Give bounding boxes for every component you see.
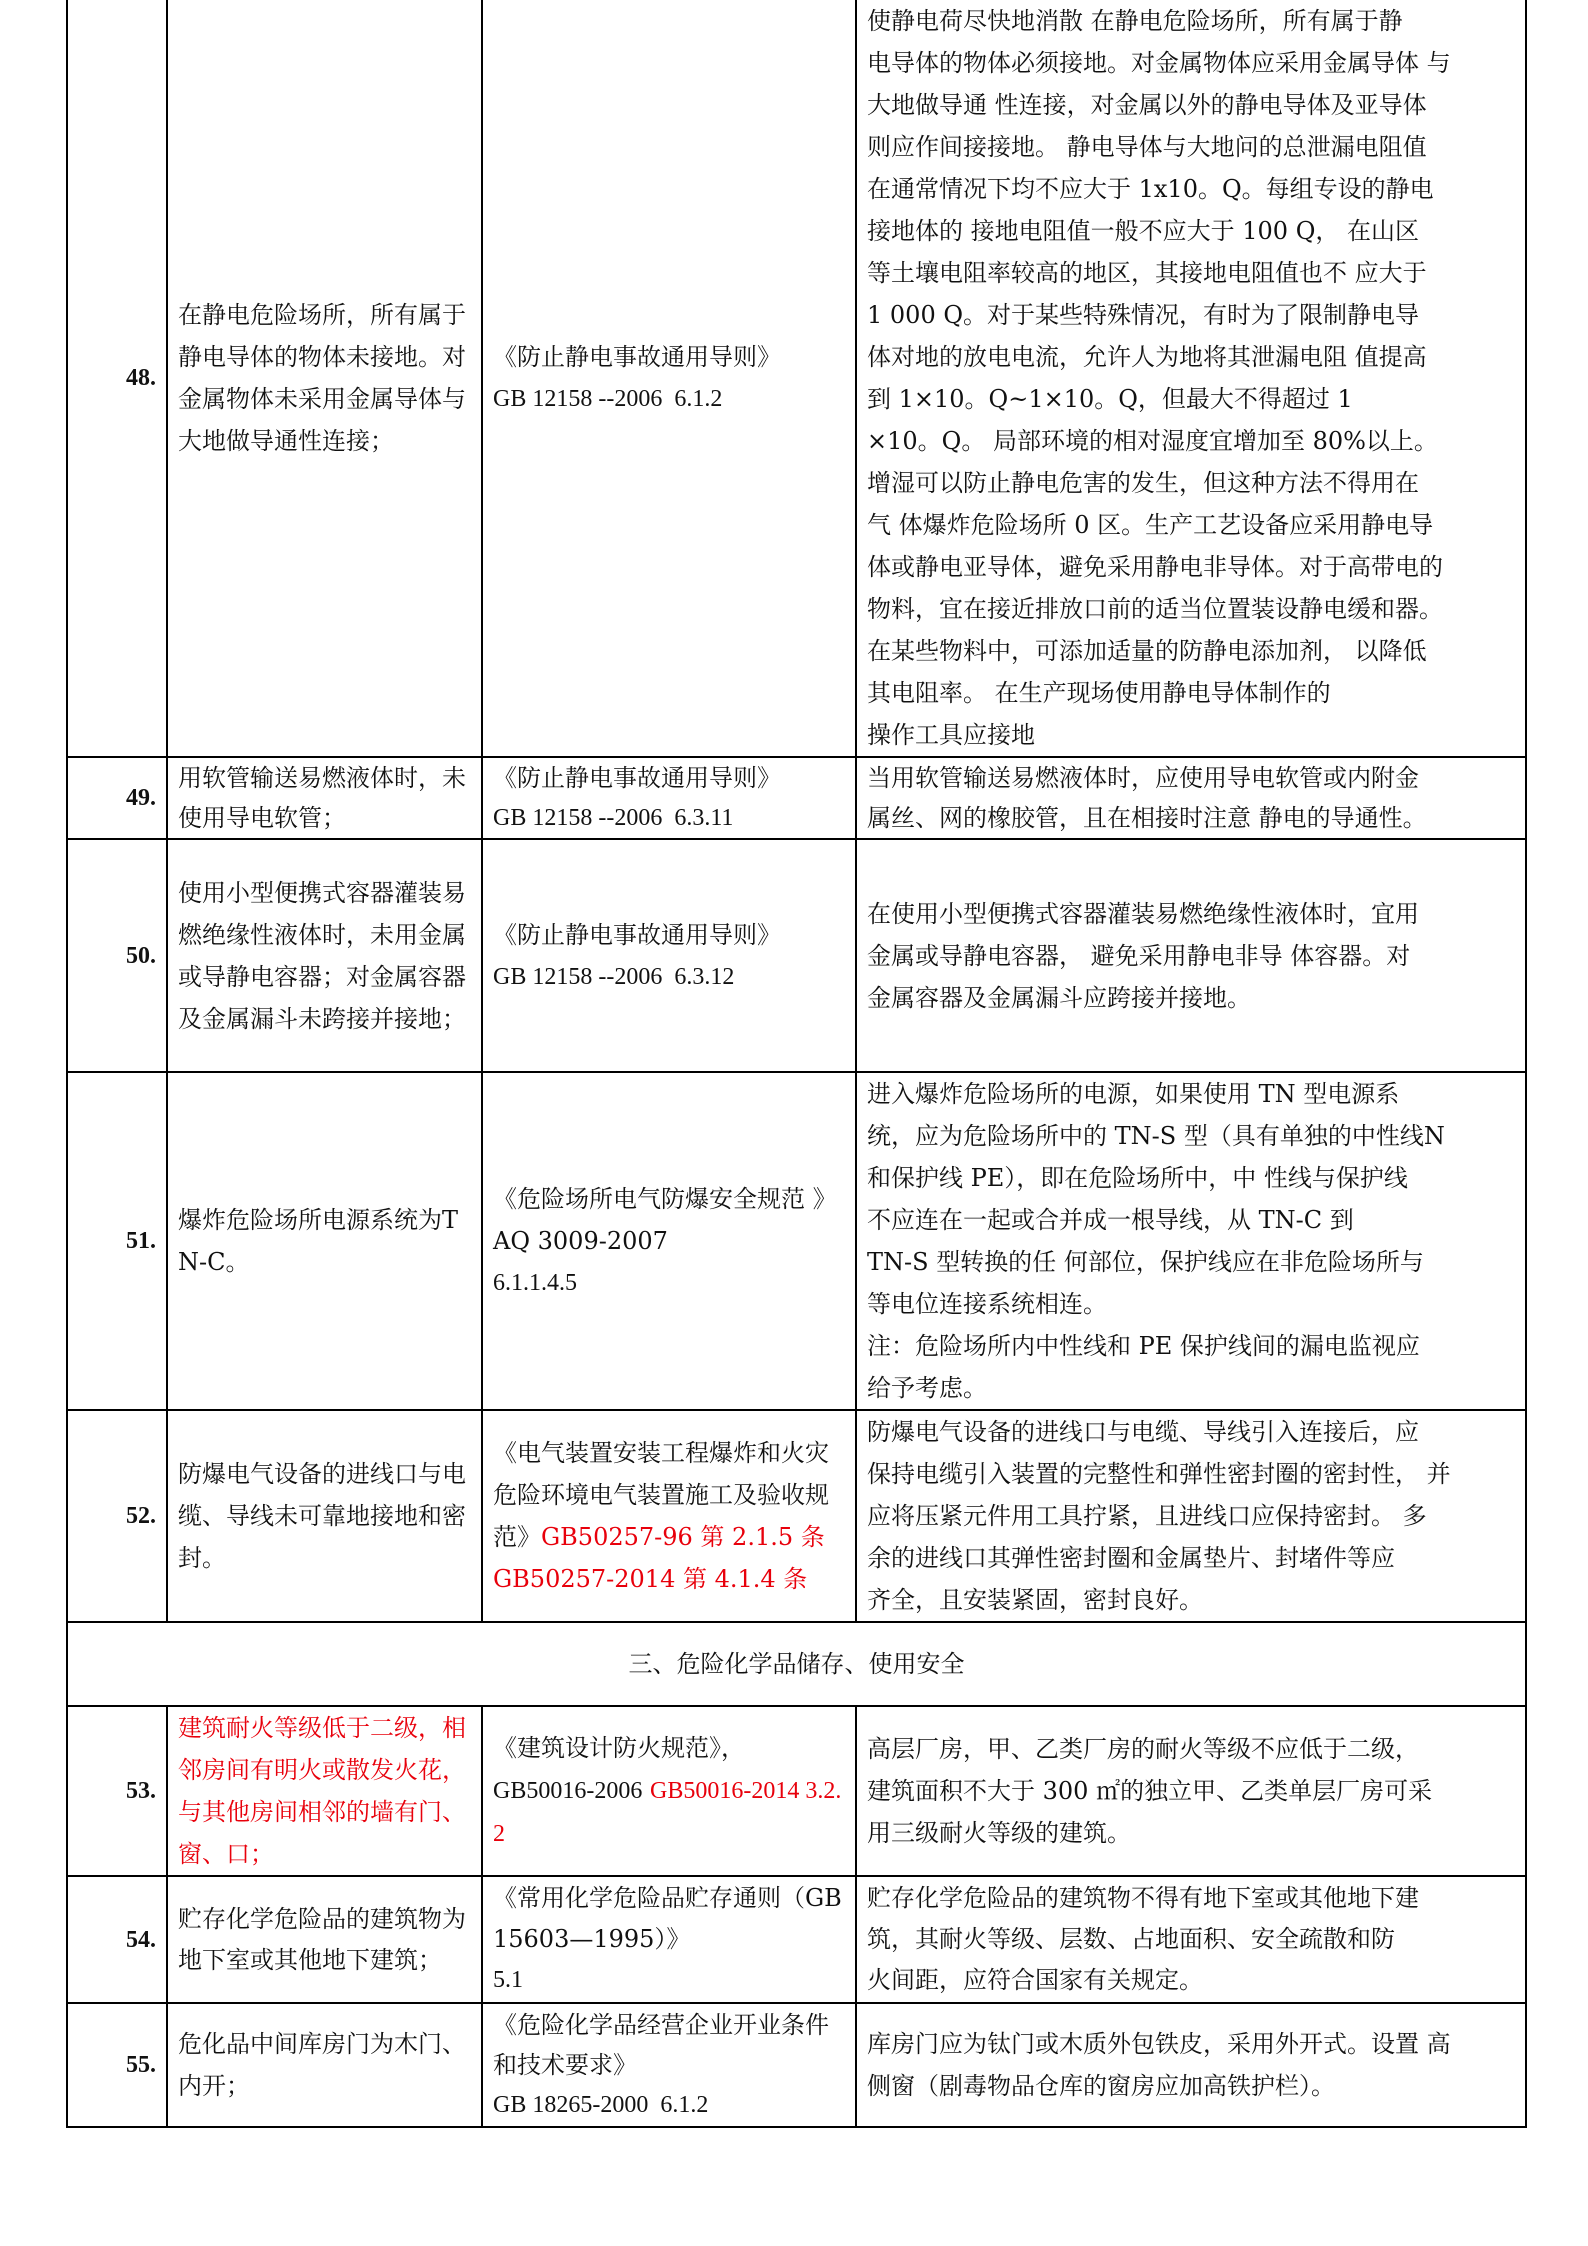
table-row xyxy=(67,839,1526,1072)
basis-title: 《电气装置安装工程爆炸和火灾危险环境电气装置施工及验收规范》 xyxy=(493,1439,829,1551)
basis-cell xyxy=(482,1410,856,1622)
hazard-item: 爆炸危险场所电源系统为TN-C。 xyxy=(167,1072,482,1410)
requirement-line: 物料，宜在接近排放口前的适当位置装设静电缓和器。 xyxy=(867,595,1443,623)
requirement-cell xyxy=(856,1072,1526,1410)
requirement-line: 和保护线 PE），即在危险场所中，中 性线与保护线 xyxy=(867,1164,1408,1192)
row-number: 51. xyxy=(67,1072,167,1410)
row-number: 52. xyxy=(67,1410,167,1622)
requirement-line: 操作工具应接地 xyxy=(867,721,1035,749)
basis-code: 5.1 xyxy=(493,1967,523,1993)
table-row xyxy=(67,757,1526,839)
requirement-line: 用三级耐火等级的建筑。 xyxy=(867,1819,1131,1847)
requirement-line: TN-S 型转换的任 何部位，保护线应在非危险场所与 xyxy=(867,1248,1424,1276)
requirement-cell xyxy=(856,1706,1526,1876)
requirement-line: 侧窗（剧毒物品仓库的窗房应加高铁护栏）。 xyxy=(867,2072,1335,2100)
requirement-cell xyxy=(856,839,1526,1072)
requirement-line: 注：危险场所内中性线和 PE 保护线间的漏电监视应 xyxy=(867,1332,1420,1360)
basis-title: 《建筑设计防火规范》， xyxy=(493,1734,745,1762)
requirement-line: 当用软管输送易燃液体时，应使用导电软管或内附金 xyxy=(867,764,1419,792)
basis-cell xyxy=(482,1072,856,1410)
requirement-cell xyxy=(856,2003,1526,2127)
requirement-line: 1 000 Q。对于某些特殊情况，有时为了限制静电导 xyxy=(867,301,1420,329)
requirement-line: 气 体爆炸危险场所 0 区。生产工艺设备应采用静电导 xyxy=(867,511,1434,539)
basis-code: 6.1.1.4.5 xyxy=(493,1270,577,1296)
basis-title: 《防止静电事故通用导则》 xyxy=(493,764,781,792)
row-number: 48. xyxy=(67,0,167,757)
requirement-line: 高层厂房，甲、乙类厂房的耐火等级不应低于二级， xyxy=(867,1735,1419,1763)
requirement-line: 金属容器及金属漏斗应跨接并接地。 xyxy=(867,983,1251,1012)
table-row xyxy=(67,1072,1526,1410)
requirement-line: 筑，其耐火等级、层数、占地面积、安全疏散和防 xyxy=(867,1925,1395,1953)
basis-cell xyxy=(482,1876,856,2003)
requirement-line: 应将压紧元件用工具拧紧，且进线口应保持密封。 多 xyxy=(867,1502,1427,1530)
requirement-line: 防爆电气设备的进线口与电缆、导线引入连接后，应 xyxy=(867,1418,1419,1446)
requirement-line: 金属或导静电容器， 避免采用静电非导 体容器。对 xyxy=(867,941,1411,970)
basis-code: GB50016-2006 xyxy=(493,1778,643,1804)
row-number: 54. xyxy=(67,1876,167,2003)
requirement-line: 火间距，应符合国家有关规定。 xyxy=(867,1966,1203,1994)
requirement-line: 其电阻率。 在生产现场使用静电导体制作的 xyxy=(867,679,1331,707)
requirement-line: 等电位连接系统相连。 xyxy=(867,1290,1107,1318)
requirement-line: 体或静电亚导体，避免采用静电非导体。对于高带电的 xyxy=(867,553,1443,581)
basis-title: 《防止静电事故通用导则》 xyxy=(493,343,781,371)
hazard-item: 用软管输送易燃液体时，未使用导电软管； xyxy=(167,757,482,839)
basis-cell xyxy=(482,2003,856,2127)
requirement-line: 电导体的物体必须接地。对金属物体应采用金属导体 与 xyxy=(867,49,1451,77)
table-row xyxy=(67,1706,1526,1876)
requirement-line: 在某些物料中，可添加适量的防静电添加剂， 以降低 xyxy=(867,637,1427,665)
table-row xyxy=(67,1410,1526,1622)
basis-cell xyxy=(482,0,856,757)
requirement-line: 库房门应为钛门或木质外包铁皮，采用外开式。设置 高 xyxy=(867,2030,1451,2058)
basis-title: 《危险场所电气防爆安全规范 》 AQ 3009-2007 xyxy=(493,1185,837,1255)
basis-code: GB 18265-2000 6.1.2 xyxy=(493,2092,709,2118)
basis-code: GB 12158 --2006 6.3.12 xyxy=(493,963,735,990)
requirement-cell xyxy=(856,0,1526,757)
basis-cell xyxy=(482,757,856,839)
requirement-line: 在通常情况下均不应大于 1x10。Q。每组专设的静电 xyxy=(867,175,1434,203)
hazard-item: 使用小型便携式容器灌装易燃绝缘性液体时，未用金属或导静电容器；对金属容器及金属漏斗未跨接并接地； xyxy=(167,839,482,1072)
requirement-line: 给予考虑。 xyxy=(867,1374,987,1402)
requirement-line: 等土壤电阻率较高的地区，其接地电阻值也不 应大于 xyxy=(867,259,1427,287)
section-row xyxy=(67,1622,1526,1706)
hazard-item: 防爆电气设备的进线口与电缆、导线未可靠地接地和密封。 xyxy=(167,1410,482,1622)
section-heading: 三、危险化学品储存、使用安全 xyxy=(67,1622,1526,1706)
basis-cell xyxy=(482,1706,856,1876)
row-number: 49. xyxy=(67,757,167,839)
requirement-line: 保持电缆引入装置的完整性和弹性密封圈的密封性， 并 xyxy=(867,1460,1451,1488)
basis-code-red: GB50016-2014 3.2.2 xyxy=(493,1778,842,1847)
requirement-line: 在使用小型便携式容器灌装易燃绝缘性液体时，宜用 xyxy=(867,899,1419,928)
requirement-cell xyxy=(856,1410,1526,1622)
requirement-cell xyxy=(856,1876,1526,2003)
requirement-line: 则应作间接接地。 静电导体与大地问的总泄漏电阻值 xyxy=(867,133,1427,161)
requirement-line: 接地体的 接地电阻值一般不应大于 100 Q， 在山区 xyxy=(867,217,1419,245)
basis-title: 《危险化学品经营企业开业条件和技术要求》 xyxy=(493,2011,829,2079)
requirement-cell xyxy=(856,757,1526,839)
hazard-item: 建筑耐火等级低于二级，相邻房间有明火或散发火花，与其他房间相邻的墙有门、窗、口； xyxy=(167,1706,482,1876)
requirement-line: 体对地的放电电流，允许人为地将其泄漏电阻 值提高 xyxy=(867,343,1427,371)
table-row xyxy=(67,0,1526,757)
requirement-line: 建筑面积不大于 300 ㎡的独立甲、乙类单层厂房可采 xyxy=(867,1777,1433,1805)
basis-cell xyxy=(482,839,856,1072)
row-number: 53. xyxy=(67,1706,167,1876)
requirement-line: ×10。Q。 局部环境的相对湿度宜增加至 80%以上。 xyxy=(867,427,1438,455)
requirement-line: 使静电荷尽快地消散 在静电危险场所，所有属于静 xyxy=(867,7,1403,35)
basis-code: GB 12158 --2006 6.1.2 xyxy=(493,386,723,412)
hazard-item: 危化品中间库房门为木门、内开； xyxy=(167,2003,482,2127)
requirement-line: 到 1×10。Q~1×10。Q，但最大不得超过 1 xyxy=(867,385,1353,413)
requirement-line: 贮存化学危险品的建筑物不得有地下室或其他地下建 xyxy=(867,1884,1419,1912)
basis-title: 《常用化学危险品贮存通则（GB15603—1995）》 xyxy=(493,1884,842,1953)
basis-code-red: GB50257-96 第 2.1.5 条 GB50257-2014 第 4.1.4 条 xyxy=(493,1523,825,1593)
requirement-line: 增湿可以防止静电危害的发生，但这种方法不得用在 xyxy=(867,469,1419,497)
requirement-line: 余的进线口其弹性密封圈和金属垫片、封堵件等应 xyxy=(867,1544,1395,1572)
requirement-line: 属丝、网的橡胶管，且在相接时注意 静电的导通性。 xyxy=(867,804,1427,832)
hazard-item: 贮存化学危险品的建筑物为地下室或其他地下建筑； xyxy=(167,1876,482,2003)
hazard-item: 在静电危险场所，所有属于静电导体的物体未接地。对金属物体未采用金属导体与大地做导通性连接； xyxy=(167,0,482,757)
inspection-table xyxy=(66,0,1527,2128)
requirement-line: 不应连在一起或合并成一根导线，从 TN-C 到 xyxy=(867,1206,1354,1234)
table-row xyxy=(67,1876,1526,2003)
basis-title: 《防止静电事故通用导则》 xyxy=(493,920,781,949)
requirement-line: 统，应为危险场所中的 TN-S 型（具有单独的中性线N xyxy=(867,1122,1445,1150)
basis-code: GB 12158 --2006 6.3.11 xyxy=(493,805,734,831)
row-number: 55. xyxy=(67,2003,167,2127)
requirement-line: 齐全，且安装紧固，密封良好。 xyxy=(867,1586,1203,1614)
row-number: 50. xyxy=(67,839,167,1072)
requirement-line: 大地做导通 性连接，对金属以外的静电导体及亚导体 xyxy=(867,91,1427,119)
table-row xyxy=(67,2003,1526,2127)
requirement-line: 进入爆炸危险场所的电源，如果使用 TN 型电源系 xyxy=(867,1080,1400,1108)
